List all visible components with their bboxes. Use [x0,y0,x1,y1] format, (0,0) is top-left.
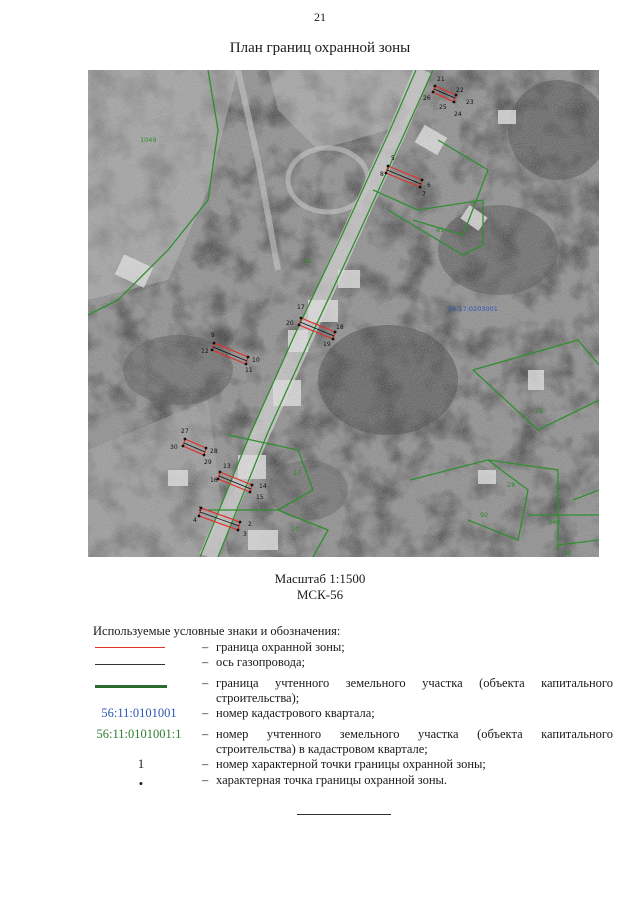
parcel-label: 81 [436,226,445,234]
parcel-label: 17 [293,469,302,477]
aerial-map [88,70,599,557]
point-marker-symbol: • [138,777,144,791]
legend-text: характерная точка границы охранной зоны. [216,773,448,787]
green-line-symbol [95,685,167,688]
quarter-number-symbol: 56:11:0101001 [101,706,177,720]
point-label: 7 [422,191,426,198]
parcel-label: 26 [535,407,544,415]
point-number-symbol: 1 [137,757,145,771]
legend-dash: – [202,655,209,669]
legend-dash: – [202,706,209,720]
point-label: 21 [437,76,445,83]
black-line-symbol [95,664,165,665]
legend-text: номер учтенного земельного участка (объекта капитального строительства) в кадастровом квартале; [216,727,613,756]
point-label: 27 [181,428,189,435]
point-label: 24 [454,111,462,118]
point-label: 19 [323,341,331,348]
point-label: 1 [198,506,202,513]
page-title: План границ охранной зоны [229,40,411,56]
point-label: 10 [252,357,260,364]
point-label: 29 [204,459,212,466]
legend-dash: – [202,727,209,741]
legend-text: ось газопровода; [216,655,306,669]
point-label: 26 [423,95,431,102]
page-number: 21 [314,10,326,24]
legend-dash: – [202,773,209,787]
legend-dash: – [202,640,209,654]
point-label: 22 [456,87,464,94]
point-label: 2 [248,521,252,528]
legend-text: граница учтенного земельного участка (объекта капитального строительства); [216,676,613,705]
point-label: 28 [210,448,218,455]
point-label: 17 [297,304,305,311]
point-label: 15 [256,494,264,501]
quarter-label: 56:17:0203001 [448,305,498,313]
point-label: 16 [210,477,218,484]
parcel-label: 92 [480,511,489,519]
legend-heading: Используемые условные знаки и обозначения: [93,624,341,638]
photo-grain [88,70,599,557]
legend-text: номер кадастрового квартала; [216,706,375,720]
point-label: 4 [193,517,197,524]
point-label: 23 [466,99,474,106]
legend-dash: – [202,757,209,771]
point-label: 9 [211,332,215,339]
point-label: 12 [201,348,209,355]
point-label: 14 [259,483,267,490]
legend-text: граница охранной зоны; [216,640,345,654]
point-label: 8 [380,171,384,178]
red-line-symbol [95,647,165,648]
parcel-label: 10 [291,525,300,533]
legend-text: номер характерной точки границы охранной зоны; [216,757,486,771]
point-label: 30 [170,444,178,451]
parcel-label: 28 [507,481,516,489]
point-label: 18 [336,324,344,331]
legend-dash: – [202,676,209,690]
point-label: 6 [427,182,431,189]
point-label: 20 [286,320,294,327]
parcel-label: 84 [303,257,312,265]
scale-text: Масштаб 1:1500 [274,571,366,586]
scale-block [0,571,640,603]
point-label: 5 [391,155,395,162]
crs-text: МСК-56 [296,587,344,602]
footer-divider [297,814,391,815]
point-label: 13 [223,463,231,470]
point-label: 25 [439,104,447,111]
parcel-label: 93 [563,549,572,557]
parcel-label: 1049 [140,136,157,144]
point-label: 11 [245,367,253,374]
parcel-number-symbol: 56:11:0101001:1 [96,727,182,741]
map-canvas [88,70,599,557]
point-label: 3 [243,531,247,538]
parcel-label: 848 [548,518,561,526]
